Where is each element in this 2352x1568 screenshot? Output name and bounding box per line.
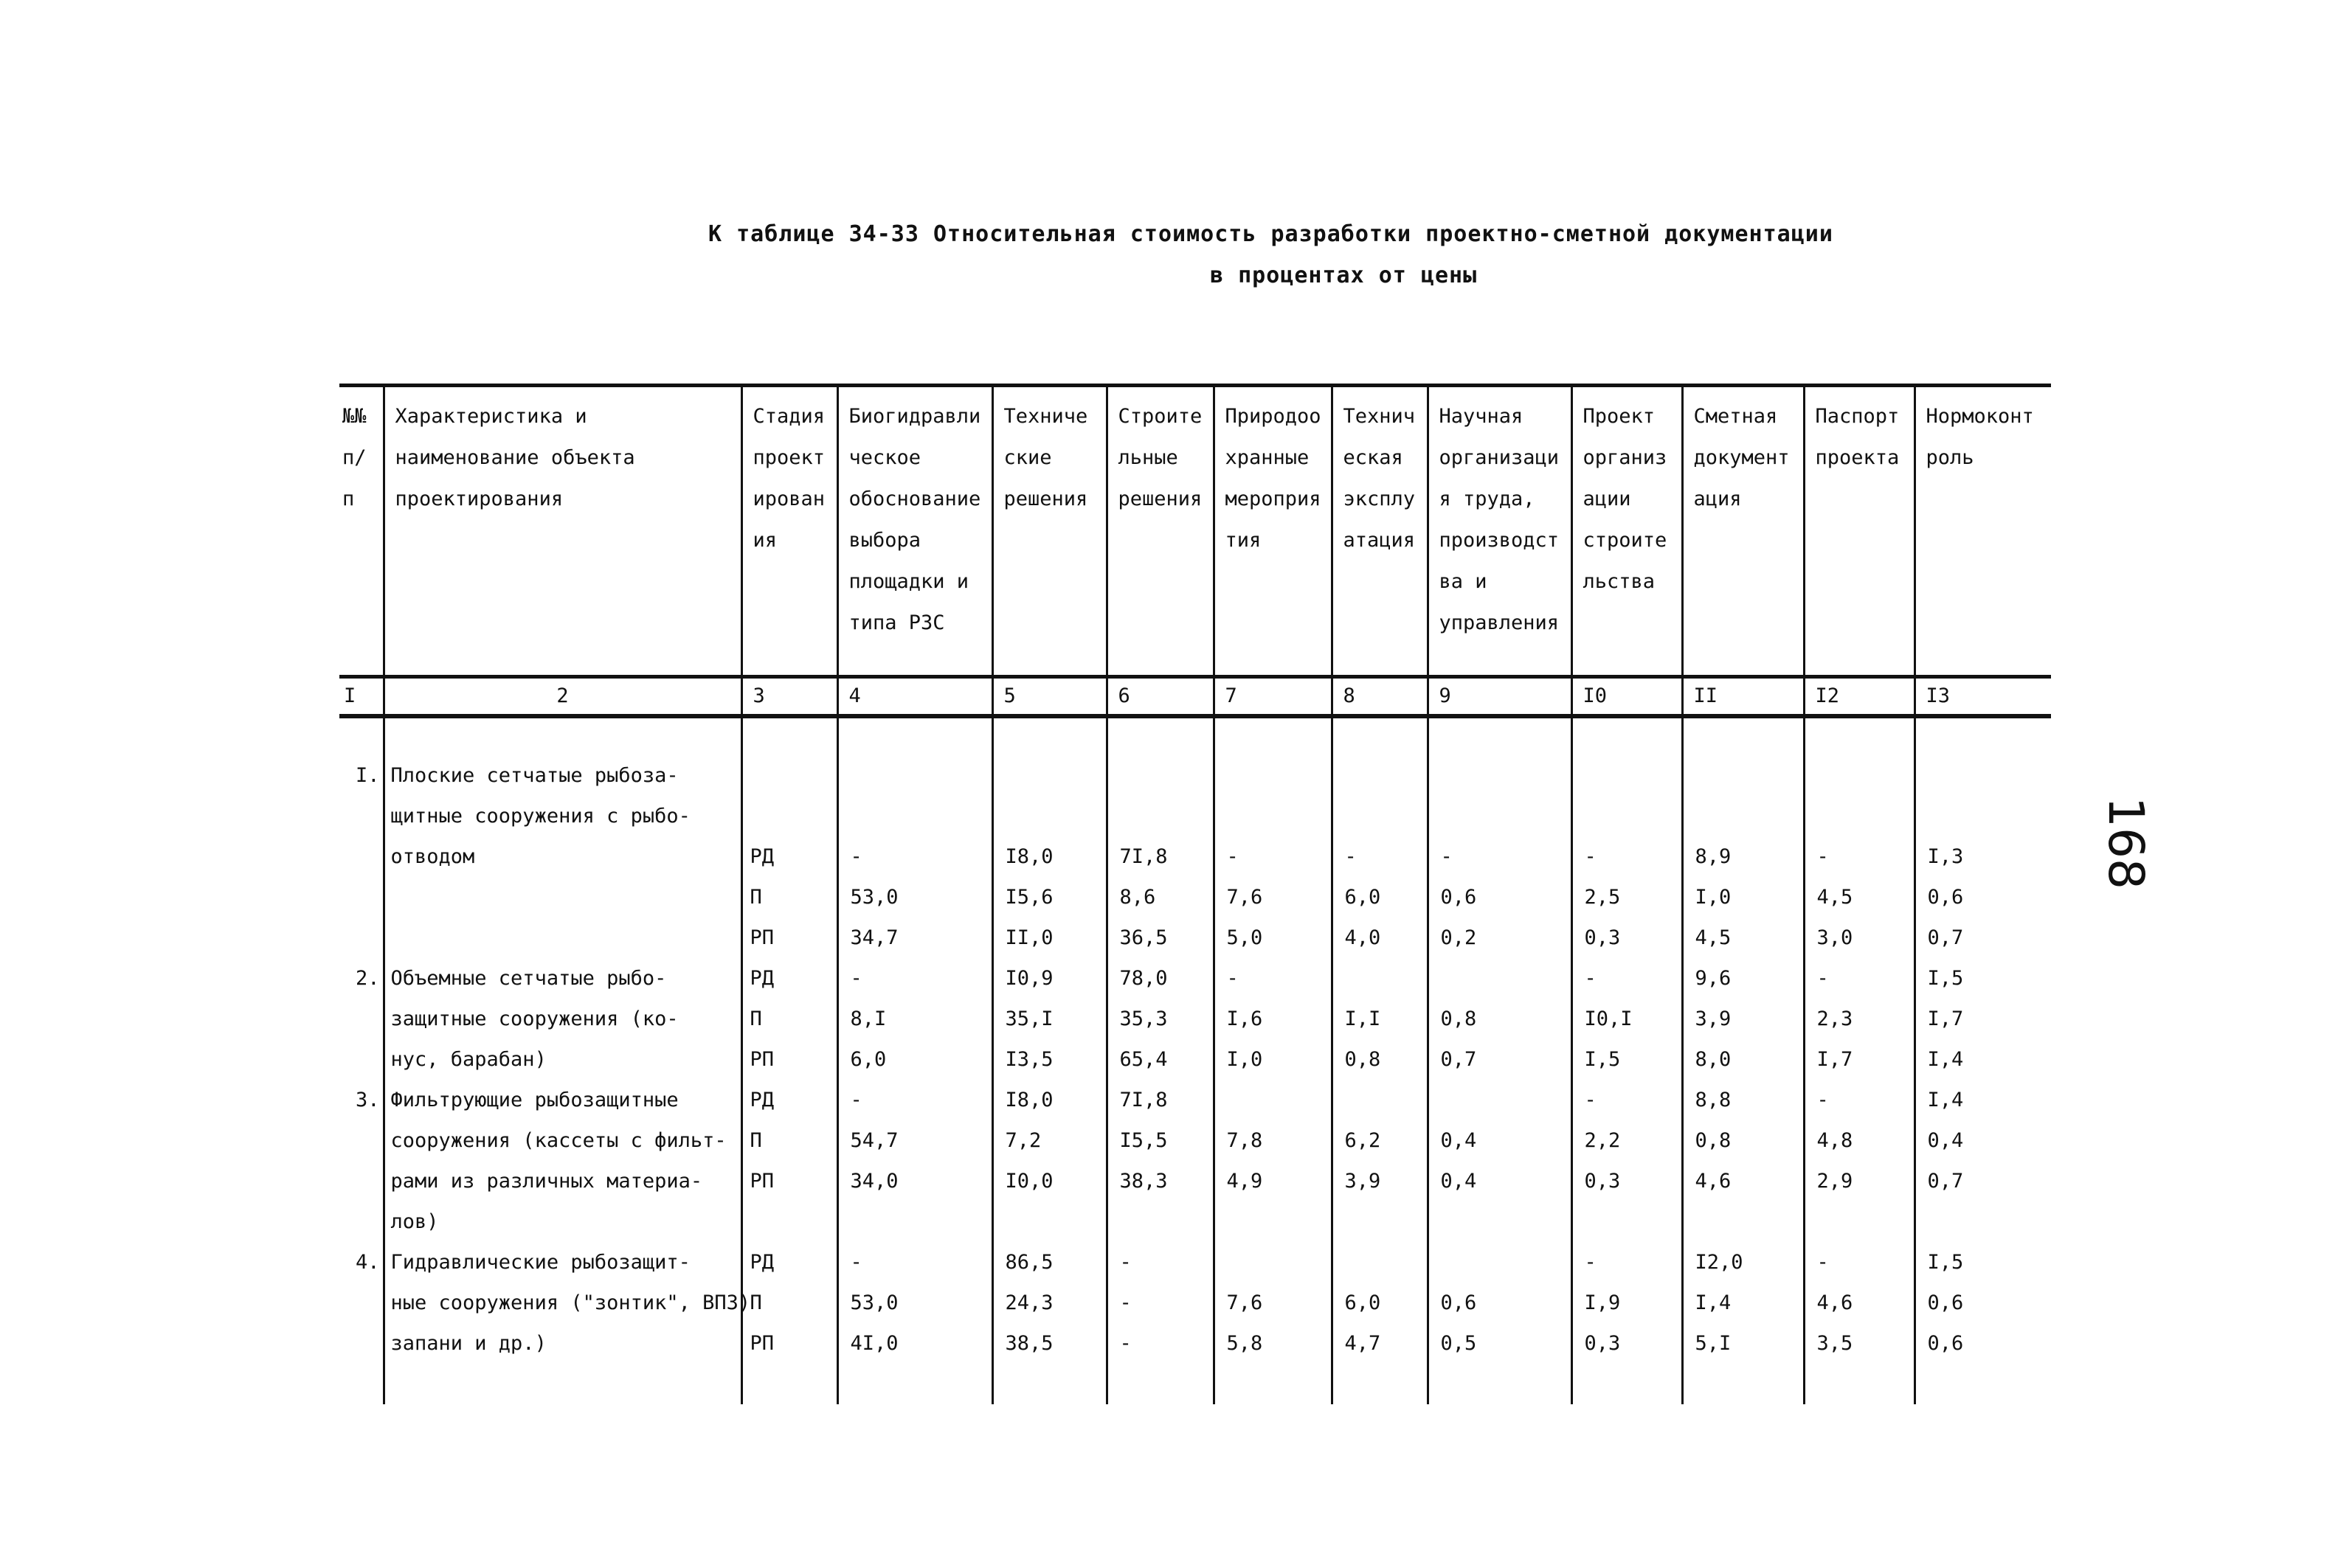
value-cell: 0,3 — [1571, 1323, 1682, 1364]
row-number — [339, 917, 384, 958]
value-cell: 7,8 — [1214, 1120, 1332, 1161]
row-number — [339, 1283, 384, 1323]
table-row — [339, 877, 2051, 917]
value-cell: I0,0 — [992, 1161, 1107, 1201]
value-cell: I,5 — [1915, 958, 2051, 999]
row-number — [339, 796, 384, 836]
spacer-cell — [384, 716, 741, 755]
value-cell: 6,2 — [1332, 1120, 1428, 1161]
value-cell: - — [1107, 1242, 1214, 1283]
value-cell: 7,6 — [1214, 1283, 1332, 1323]
value-cell: - — [1107, 1283, 1214, 1323]
spacer-cell — [741, 1364, 837, 1404]
header-cell: Характеристика и наименование объекта проектирования — [384, 386, 741, 677]
value-cell — [1682, 1201, 1804, 1242]
value-cell: 86,5 — [992, 1242, 1107, 1283]
value-cell — [1804, 1201, 1915, 1242]
value-cell: 65,4 — [1107, 1039, 1214, 1080]
table-row — [339, 958, 2051, 999]
table-row — [339, 1242, 2051, 1283]
table-row — [339, 1039, 2051, 1080]
column-number: 8 — [1332, 677, 1428, 717]
value-cell — [1332, 1080, 1428, 1120]
object-name — [384, 877, 741, 917]
value-cell: I,3 — [1915, 836, 2051, 877]
column-number: 4 — [837, 677, 992, 717]
table-row — [339, 999, 2051, 1039]
value-cell: 0,4 — [1428, 1120, 1571, 1161]
value-cell: 5,0 — [1214, 917, 1332, 958]
value-cell — [1107, 1201, 1214, 1242]
value-cell: 2,2 — [1571, 1120, 1682, 1161]
table-row — [339, 917, 2051, 958]
value-cell — [1682, 796, 1804, 836]
design-stage: П — [741, 1120, 837, 1161]
value-cell: 0,4 — [1428, 1161, 1571, 1201]
spacer-cell — [837, 716, 992, 755]
cost-table — [339, 384, 2051, 1404]
spacer-cell — [992, 1364, 1107, 1404]
value-cell: I,0 — [1682, 877, 1804, 917]
value-cell: 0,4 — [1915, 1120, 2051, 1161]
value-cell: 3,0 — [1804, 917, 1915, 958]
value-cell: I8,0 — [992, 1080, 1107, 1120]
object-name: защитные сооружения (ко- — [384, 999, 741, 1039]
design-stage — [741, 755, 837, 796]
value-cell: - — [1571, 836, 1682, 877]
value-cell: - — [837, 1080, 992, 1120]
value-cell: 0,7 — [1428, 1039, 1571, 1080]
value-cell: 4,0 — [1332, 917, 1428, 958]
value-cell: - — [1214, 836, 1332, 877]
column-number: 7 — [1214, 677, 1332, 717]
value-cell: 0,3 — [1571, 917, 1682, 958]
row-number — [339, 1323, 384, 1364]
column-number-row — [339, 677, 2051, 717]
value-cell: I0,9 — [992, 958, 1107, 999]
header-cell: Научная организация труда, производства и управления — [1428, 386, 1571, 677]
value-cell: 4,8 — [1804, 1120, 1915, 1161]
value-cell: 8,0 — [1682, 1039, 1804, 1080]
table-row — [339, 1283, 2051, 1323]
value-cell — [1214, 1242, 1332, 1283]
value-cell — [1915, 1201, 2051, 1242]
spacer-row — [339, 716, 2051, 755]
row-number — [339, 836, 384, 877]
value-cell — [992, 1201, 1107, 1242]
value-cell: II,0 — [992, 917, 1107, 958]
row-number: 3. — [339, 1080, 384, 1120]
value-cell: I,7 — [1804, 1039, 1915, 1080]
value-cell: I0,I — [1571, 999, 1682, 1039]
value-cell: - — [837, 836, 992, 877]
spacer-cell — [1571, 1364, 1682, 1404]
spacer-cell — [1428, 716, 1571, 755]
design-stage: П — [741, 1283, 837, 1323]
value-cell: I5,6 — [992, 877, 1107, 917]
value-cell: 4,5 — [1682, 917, 1804, 958]
column-number: I3 — [1915, 677, 2051, 717]
object-name: Плоские сетчатые рыбоза- — [384, 755, 741, 796]
value-cell: 7,2 — [992, 1120, 1107, 1161]
spacer-cell — [1332, 716, 1428, 755]
row-number — [339, 1201, 384, 1242]
value-cell — [1428, 958, 1571, 999]
design-stage: РД — [741, 1242, 837, 1283]
column-number: 5 — [992, 677, 1107, 717]
value-cell — [1214, 1080, 1332, 1120]
value-cell — [1428, 796, 1571, 836]
value-cell — [1571, 755, 1682, 796]
value-cell — [1428, 755, 1571, 796]
design-stage: РП — [741, 1161, 837, 1201]
object-name: Фильтрующие рыбозащитные — [384, 1080, 741, 1120]
value-cell: 3,5 — [1804, 1323, 1915, 1364]
value-cell: 2,5 — [1571, 877, 1682, 917]
value-cell: 35,I — [992, 999, 1107, 1039]
value-cell — [1428, 1080, 1571, 1120]
table-row — [339, 1201, 2051, 1242]
value-cell: - — [1804, 836, 1915, 877]
value-cell: - — [1107, 1323, 1214, 1364]
value-cell: 0,6 — [1428, 1283, 1571, 1323]
row-number — [339, 877, 384, 917]
value-cell: 34,7 — [837, 917, 992, 958]
value-cell: 53,0 — [837, 1283, 992, 1323]
spacer-cell — [837, 1364, 992, 1404]
spacer-cell — [1571, 716, 1682, 755]
spacer-cell — [1332, 1364, 1428, 1404]
row-number: 4. — [339, 1242, 384, 1283]
value-cell — [837, 796, 992, 836]
object-name: сооружения (кассеты с фильт- — [384, 1120, 741, 1161]
spacer-cell — [1214, 716, 1332, 755]
row-number — [339, 1120, 384, 1161]
value-cell: 5,I — [1682, 1323, 1804, 1364]
object-name: отводом — [384, 836, 741, 877]
table-body — [339, 716, 2051, 1404]
object-name: Гидравлические рыбозащит- — [384, 1242, 741, 1283]
value-cell — [992, 755, 1107, 796]
value-cell: I,I — [1332, 999, 1428, 1039]
value-cell: 6,0 — [837, 1039, 992, 1080]
design-stage — [741, 1201, 837, 1242]
value-cell: 3,9 — [1682, 999, 1804, 1039]
value-cell: 2,9 — [1804, 1161, 1915, 1201]
value-cell: 0,5 — [1428, 1323, 1571, 1364]
design-stage — [741, 796, 837, 836]
spacer-cell — [339, 716, 384, 755]
spacer-cell — [384, 1364, 741, 1404]
value-cell: 54,7 — [837, 1120, 992, 1161]
column-number: 3 — [741, 677, 837, 717]
header-cell: Проект организации строительства — [1571, 386, 1682, 677]
spacer-cell — [1428, 1364, 1571, 1404]
value-cell — [1332, 1242, 1428, 1283]
column-number: 2 — [384, 677, 741, 717]
column-number: 6 — [1107, 677, 1214, 717]
value-cell: 6,0 — [1332, 1283, 1428, 1323]
design-stage: РД — [741, 836, 837, 877]
header-cell: Строительные решения — [1107, 386, 1214, 677]
header-row — [339, 386, 2051, 677]
value-cell: I,7 — [1915, 999, 2051, 1039]
value-cell — [1804, 796, 1915, 836]
column-number: I — [339, 677, 384, 717]
value-cell — [1214, 1201, 1332, 1242]
value-cell — [1214, 755, 1332, 796]
value-cell: 34,0 — [837, 1161, 992, 1201]
value-cell — [1214, 796, 1332, 836]
value-cell: I,0 — [1214, 1039, 1332, 1080]
spacer-cell — [992, 716, 1107, 755]
table-row — [339, 1161, 2051, 1201]
title-line-1: К таблице 34-33 Относительная стоимость разработки проектно-сметной документации — [708, 221, 1833, 247]
object-name: ные сооружения ("зонтик", ВПЗ) — [384, 1283, 741, 1323]
value-cell — [1332, 755, 1428, 796]
value-cell: 7I,8 — [1107, 836, 1214, 877]
value-cell: 0,7 — [1915, 1161, 2051, 1201]
page-number: 168 — [2097, 797, 2154, 889]
spacer-cell — [1107, 716, 1214, 755]
spacer-cell — [1107, 1364, 1214, 1404]
value-cell: I,6 — [1214, 999, 1332, 1039]
value-cell — [1804, 755, 1915, 796]
value-cell: 53,0 — [837, 877, 992, 917]
design-stage: РП — [741, 917, 837, 958]
column-number: II — [1682, 677, 1804, 717]
value-cell: - — [1332, 836, 1428, 877]
value-cell: I8,0 — [992, 836, 1107, 877]
value-cell: 7I,8 — [1107, 1080, 1214, 1120]
spacer-cell — [1915, 1364, 2051, 1404]
object-name: Объемные сетчатые рыбо- — [384, 958, 741, 999]
value-cell: 35,3 — [1107, 999, 1214, 1039]
value-cell: - — [837, 1242, 992, 1283]
value-cell: - — [1804, 1080, 1915, 1120]
object-name: лов) — [384, 1201, 741, 1242]
value-cell: 8,6 — [1107, 877, 1214, 917]
object-name — [384, 917, 741, 958]
value-cell: - — [1804, 1242, 1915, 1283]
value-cell — [1571, 796, 1682, 836]
row-number — [339, 999, 384, 1039]
value-cell: - — [1428, 836, 1571, 877]
value-cell: 0,6 — [1915, 877, 2051, 917]
value-cell: 38,5 — [992, 1323, 1107, 1364]
design-stage: РП — [741, 1323, 837, 1364]
value-cell: 2,3 — [1804, 999, 1915, 1039]
table-row — [339, 796, 2051, 836]
value-cell — [1682, 755, 1804, 796]
spacer-row — [339, 1364, 2051, 1404]
value-cell: 4,6 — [1682, 1161, 1804, 1201]
value-cell — [1107, 755, 1214, 796]
design-stage: П — [741, 999, 837, 1039]
value-cell: 0,8 — [1428, 999, 1571, 1039]
spacer-cell — [1915, 716, 2051, 755]
value-cell: 8,I — [837, 999, 992, 1039]
table-row — [339, 1120, 2051, 1161]
object-name: щитные сооружения с рыбо- — [384, 796, 741, 836]
table-row — [339, 836, 2051, 877]
value-cell: 5,8 — [1214, 1323, 1332, 1364]
value-cell: 4I,0 — [837, 1323, 992, 1364]
object-name: запани и др.) — [384, 1323, 741, 1364]
value-cell: 3,9 — [1332, 1161, 1428, 1201]
header-cell: Природоохранные мероприятия — [1214, 386, 1332, 677]
value-cell: - — [1571, 1242, 1682, 1283]
value-cell: 8,9 — [1682, 836, 1804, 877]
value-cell: 7,6 — [1214, 877, 1332, 917]
spacer-cell — [339, 1364, 384, 1404]
row-number: I. — [339, 755, 384, 796]
value-cell: 0,3 — [1571, 1161, 1682, 1201]
spacer-cell — [741, 716, 837, 755]
design-stage: РД — [741, 958, 837, 999]
object-name: нус, барабан) — [384, 1039, 741, 1080]
value-cell: - — [837, 958, 992, 999]
design-stage: П — [741, 877, 837, 917]
value-cell — [1915, 755, 2051, 796]
design-stage: РП — [741, 1039, 837, 1080]
spacer-cell — [1804, 1364, 1915, 1404]
value-cell: I,4 — [1682, 1283, 1804, 1323]
value-cell: 6,0 — [1332, 877, 1428, 917]
header-cell: Биогидравлическое обоснование выбора площадки и типа РЗС — [837, 386, 992, 677]
design-stage: РД — [741, 1080, 837, 1120]
table-row — [339, 1080, 2051, 1120]
spacer-cell — [1682, 1364, 1804, 1404]
value-cell: I,9 — [1571, 1283, 1682, 1323]
header-cell: Паспорт проекта — [1804, 386, 1915, 677]
header-cell: Техническая эксплуатация — [1332, 386, 1428, 677]
header-cell: №№ п/п — [339, 386, 384, 677]
spacer-cell — [1682, 716, 1804, 755]
value-cell: I,4 — [1915, 1080, 2051, 1120]
row-number — [339, 1039, 384, 1080]
value-cell — [1428, 1242, 1571, 1283]
value-cell: 0,6 — [1915, 1283, 2051, 1323]
value-cell: 0,6 — [1915, 1323, 2051, 1364]
value-cell: 4,7 — [1332, 1323, 1428, 1364]
value-cell: - — [1571, 958, 1682, 999]
value-cell: 4,6 — [1804, 1283, 1915, 1323]
value-cell — [837, 1201, 992, 1242]
value-cell: I,5 — [1571, 1039, 1682, 1080]
value-cell: I,5 — [1915, 1242, 2051, 1283]
row-number — [339, 1161, 384, 1201]
value-cell: I5,5 — [1107, 1120, 1214, 1161]
column-number: 9 — [1428, 677, 1571, 717]
value-cell: 0,7 — [1915, 917, 2051, 958]
value-cell: 0,2 — [1428, 917, 1571, 958]
object-name: рами из различных материа- — [384, 1161, 741, 1201]
value-cell — [1107, 796, 1214, 836]
value-cell: 9,6 — [1682, 958, 1804, 999]
value-cell — [1332, 958, 1428, 999]
header-cell: Нормоконтроль — [1915, 386, 2051, 677]
value-cell: 4,9 — [1214, 1161, 1332, 1201]
value-cell: 0,8 — [1332, 1039, 1428, 1080]
value-cell: I2,0 — [1682, 1242, 1804, 1283]
value-cell: - — [1571, 1080, 1682, 1120]
value-cell: I3,5 — [992, 1039, 1107, 1080]
spacer-cell — [1804, 716, 1915, 755]
value-cell — [1571, 1201, 1682, 1242]
spacer-cell — [1214, 1364, 1332, 1404]
header-cell: Технические решения — [992, 386, 1107, 677]
row-number: 2. — [339, 958, 384, 999]
value-cell: 36,5 — [1107, 917, 1214, 958]
value-cell — [1915, 796, 2051, 836]
value-cell: 0,6 — [1428, 877, 1571, 917]
header-cell: Сметная документация — [1682, 386, 1804, 677]
value-cell: 8,8 — [1682, 1080, 1804, 1120]
value-cell: - — [1214, 958, 1332, 999]
value-cell — [837, 755, 992, 796]
value-cell: 24,3 — [992, 1283, 1107, 1323]
header-cell: Стадия проектирования — [741, 386, 837, 677]
value-cell: 78,0 — [1107, 958, 1214, 999]
table-row — [339, 1323, 2051, 1364]
value-cell: - — [1804, 958, 1915, 999]
value-cell: 38,3 — [1107, 1161, 1214, 1201]
table-row — [339, 755, 2051, 796]
value-cell — [1428, 1201, 1571, 1242]
column-number: I2 — [1804, 677, 1915, 717]
value-cell: 4,5 — [1804, 877, 1915, 917]
value-cell — [992, 796, 1107, 836]
value-cell — [1332, 1201, 1428, 1242]
value-cell — [1332, 796, 1428, 836]
value-cell: I,4 — [1915, 1039, 2051, 1080]
value-cell: 0,8 — [1682, 1120, 1804, 1161]
title-line-2: в процентах от цены — [1210, 263, 1478, 288]
column-number: I0 — [1571, 677, 1682, 717]
